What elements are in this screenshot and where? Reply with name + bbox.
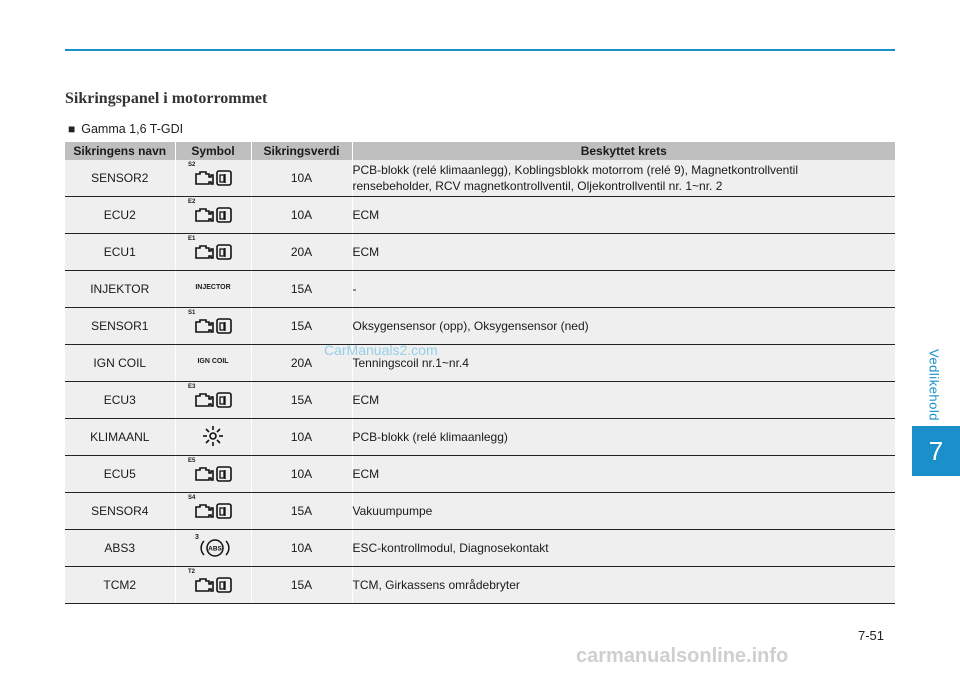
fuse-value: 15A bbox=[251, 271, 352, 308]
fuse-value: 15A bbox=[251, 308, 352, 345]
fuse-symbol bbox=[175, 382, 251, 419]
subtitle bbox=[68, 122, 183, 136]
circuit-line: ECM bbox=[352, 393, 380, 407]
table-row bbox=[65, 456, 895, 493]
fuse-name: ECU2 bbox=[65, 197, 175, 234]
table-row bbox=[65, 345, 895, 382]
table-row bbox=[65, 382, 895, 419]
fuse-circuit bbox=[352, 271, 895, 308]
fuse-table bbox=[65, 142, 895, 604]
fuse-circuit bbox=[352, 382, 895, 419]
page-title: Sikringspanel i motorrommet bbox=[65, 90, 268, 107]
fuse-circuit bbox=[352, 493, 895, 530]
circuit-line: PCB-blokk (relé klimaanlegg), Koblingsblokk motorrom (relé 9), Magnetkontrollventil bbox=[352, 163, 799, 177]
fuse-value: 15A bbox=[251, 493, 352, 530]
fuse-name: ABS3 bbox=[65, 530, 175, 567]
fuse-symbol bbox=[175, 345, 251, 382]
fuse-symbol bbox=[175, 456, 251, 493]
footer-site-text: carmanualsonline.info bbox=[576, 645, 789, 667]
fuse-value: 10A bbox=[251, 530, 352, 567]
text-symbol-icon bbox=[183, 347, 243, 377]
table-row bbox=[65, 160, 895, 197]
abs-icon bbox=[183, 532, 243, 562]
symbol-code: S1 bbox=[188, 309, 196, 316]
chapter-label: Vedlikehold bbox=[926, 349, 942, 421]
fuse-value: 10A bbox=[251, 456, 352, 493]
table-row bbox=[65, 271, 895, 308]
fuse-circuit bbox=[352, 456, 895, 493]
col-header-value: Sikringsverdi bbox=[251, 142, 352, 160]
circuit-line: ECM bbox=[352, 467, 380, 481]
fuse-circuit bbox=[352, 530, 895, 567]
fuse-symbol bbox=[175, 419, 251, 456]
symbol-code: IGN COIL bbox=[197, 357, 229, 365]
symbol-code: INJECTOR bbox=[195, 283, 231, 291]
fuse-name: ECU3 bbox=[65, 382, 175, 419]
engine-fuse-icon bbox=[183, 310, 243, 340]
fuse-circuit bbox=[352, 567, 895, 604]
circuit-line: ESC-kontrollmodul, Diagnosekontakt bbox=[352, 541, 549, 555]
circuit-line: rensebeholder, RCV magnetkontrollventil, Oljekontrollventil nr. 1~nr. 2 bbox=[352, 179, 723, 193]
fuse-value: 15A bbox=[251, 567, 352, 604]
fuse-name: SENSOR2 bbox=[65, 160, 175, 197]
fuse-value: 10A bbox=[251, 160, 352, 197]
engine-fuse-icon bbox=[183, 199, 243, 229]
engine-fuse-icon bbox=[183, 495, 243, 525]
circuit-line: Vakuumpumpe bbox=[352, 504, 433, 518]
fuse-symbol bbox=[175, 234, 251, 271]
fuse-name: INJEKTOR bbox=[65, 271, 175, 308]
fuse-symbol bbox=[175, 271, 251, 308]
circuit-line: ECM bbox=[352, 208, 380, 222]
engine-fuse-icon bbox=[183, 162, 243, 192]
snowflake-icon bbox=[183, 421, 243, 451]
fuse-symbol bbox=[175, 530, 251, 567]
text-symbol-icon bbox=[183, 273, 243, 303]
fuse-value: 15A bbox=[251, 382, 352, 419]
fuse-name: SENSOR1 bbox=[65, 308, 175, 345]
table-row bbox=[65, 234, 895, 271]
fuse-name: IGN COIL bbox=[65, 345, 175, 382]
symbol-code: E1 bbox=[188, 235, 196, 242]
fuse-symbol bbox=[175, 197, 251, 234]
fuse-value: 10A bbox=[251, 419, 352, 456]
symbol-code: E5 bbox=[188, 457, 196, 464]
col-header-name: Sikringens navn bbox=[65, 142, 175, 160]
symbol-code: S2 bbox=[188, 161, 196, 168]
circuit-line: Oksygensensor (opp), Oksygensensor (ned) bbox=[352, 319, 589, 333]
fuse-name: ECU5 bbox=[65, 456, 175, 493]
fuse-value: 10A bbox=[251, 197, 352, 234]
engine-fuse-icon bbox=[183, 458, 243, 488]
fuse-circuit bbox=[352, 419, 895, 456]
engine-fuse-icon bbox=[183, 384, 243, 414]
fuse-symbol bbox=[175, 160, 251, 197]
circuit-line: ECM bbox=[352, 245, 380, 259]
col-header-circuit: Beskyttet krets bbox=[352, 142, 895, 160]
page-number: 7-51 bbox=[858, 628, 885, 643]
chapter-tab[interactable]: 7 bbox=[912, 426, 960, 476]
fuse-symbol bbox=[175, 567, 251, 604]
bullet-square: ■ bbox=[68, 122, 76, 136]
symbol-code: S4 bbox=[188, 494, 196, 501]
table-header-row bbox=[65, 142, 895, 160]
fuse-value: 20A bbox=[251, 345, 352, 382]
fuse-symbol bbox=[175, 308, 251, 345]
table-row bbox=[65, 419, 895, 456]
symbol-code: 3 bbox=[195, 533, 199, 541]
subtitle-text: Gamma 1,6 T-GDI bbox=[81, 122, 184, 136]
table-row bbox=[65, 308, 895, 345]
top-rule bbox=[65, 49, 895, 51]
circuit-line: PCB-blokk (relé klimaanlegg) bbox=[352, 430, 508, 444]
circuit-line: - bbox=[352, 282, 357, 296]
fuse-name: ECU1 bbox=[65, 234, 175, 271]
svg-text:ABS: ABS bbox=[208, 545, 222, 552]
engine-fuse-icon bbox=[183, 569, 243, 599]
engine-fuse-icon bbox=[183, 236, 243, 266]
table-row bbox=[65, 567, 895, 604]
fuse-symbol bbox=[175, 493, 251, 530]
fuse-name: TCM2 bbox=[65, 567, 175, 604]
fuse-circuit bbox=[352, 160, 895, 197]
fuse-circuit bbox=[352, 234, 895, 271]
fuse-circuit bbox=[352, 197, 895, 234]
watermark-text: CarManuals2.com bbox=[324, 342, 438, 358]
fuse-name: KLIMAANL bbox=[65, 419, 175, 456]
table-row bbox=[65, 197, 895, 234]
fuse-value: 20A bbox=[251, 234, 352, 271]
symbol-code: T2 bbox=[188, 568, 196, 575]
symbol-code: E2 bbox=[188, 198, 196, 205]
table-row bbox=[65, 530, 895, 567]
circuit-line: TCM, Girkassens områdebryter bbox=[352, 578, 520, 592]
fuse-name: SENSOR4 bbox=[65, 493, 175, 530]
symbol-code: E3 bbox=[188, 383, 196, 390]
fuse-circuit bbox=[352, 308, 895, 345]
table-row bbox=[65, 493, 895, 530]
col-header-symbol: Symbol bbox=[175, 142, 251, 160]
circuit-line: Tenningscoil nr.1~nr.4 bbox=[352, 356, 469, 370]
